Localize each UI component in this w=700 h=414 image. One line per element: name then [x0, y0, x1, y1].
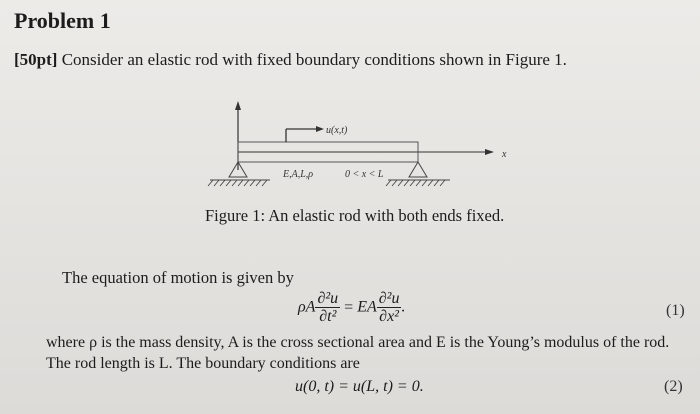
equation-of-motion — [298, 290, 405, 325]
lhs-coefficient: ρA — [298, 298, 316, 316]
equation-trailing-period: . — [401, 298, 406, 316]
equals-sign: = — [344, 298, 354, 316]
points-label: [50pt] — [14, 50, 58, 69]
lhs-denominator: ∂t² — [319, 308, 337, 325]
left-ground-hatch — [208, 180, 267, 186]
intro-text: Consider an elastic rod with fixed boundary conditions shown in Figure 1. — [61, 50, 567, 69]
x-axis-label: x — [502, 149, 507, 160]
equation-intro: The equation of motion is given by — [62, 268, 294, 287]
rhs-numerator: ∂²u — [378, 290, 400, 307]
lhs-numerator: ∂²u — [317, 290, 339, 307]
x-axis-arrowhead — [485, 149, 494, 155]
displacement-arrowhead — [316, 126, 324, 132]
equation-number-1: (1) — [666, 302, 685, 319]
variable-definitions: where ρ is the mass density, A is the cross sectional area and E is the Young’s modulus of the rod. — [46, 334, 670, 351]
displacement-label: u(x,t) — [326, 125, 348, 136]
properties-label: E,A,L,ρ — [283, 169, 314, 180]
rod-figure — [0, 0, 700, 205]
lhs-fraction — [315, 290, 340, 325]
equation-number-2: (2) — [664, 378, 683, 395]
rhs-coefficient: EA — [357, 298, 377, 316]
figure-caption: Figure 1: An elastic rod with both ends fixed. — [205, 206, 505, 225]
rhs-denominator: ∂x² — [379, 308, 399, 325]
rhs-fraction — [377, 290, 402, 325]
problem-title: Problem 1 — [14, 8, 111, 33]
right-support — [409, 162, 427, 177]
boundary-conditions: u(0, t) = u(L, t) = 0. — [295, 378, 424, 395]
domain-label: 0 < x < L — [345, 169, 384, 180]
rod-length-line: The rod length is L. The boundary conditions are — [46, 355, 360, 372]
vertical-axis-arrowhead — [235, 101, 241, 110]
right-ground-hatch — [386, 180, 445, 186]
